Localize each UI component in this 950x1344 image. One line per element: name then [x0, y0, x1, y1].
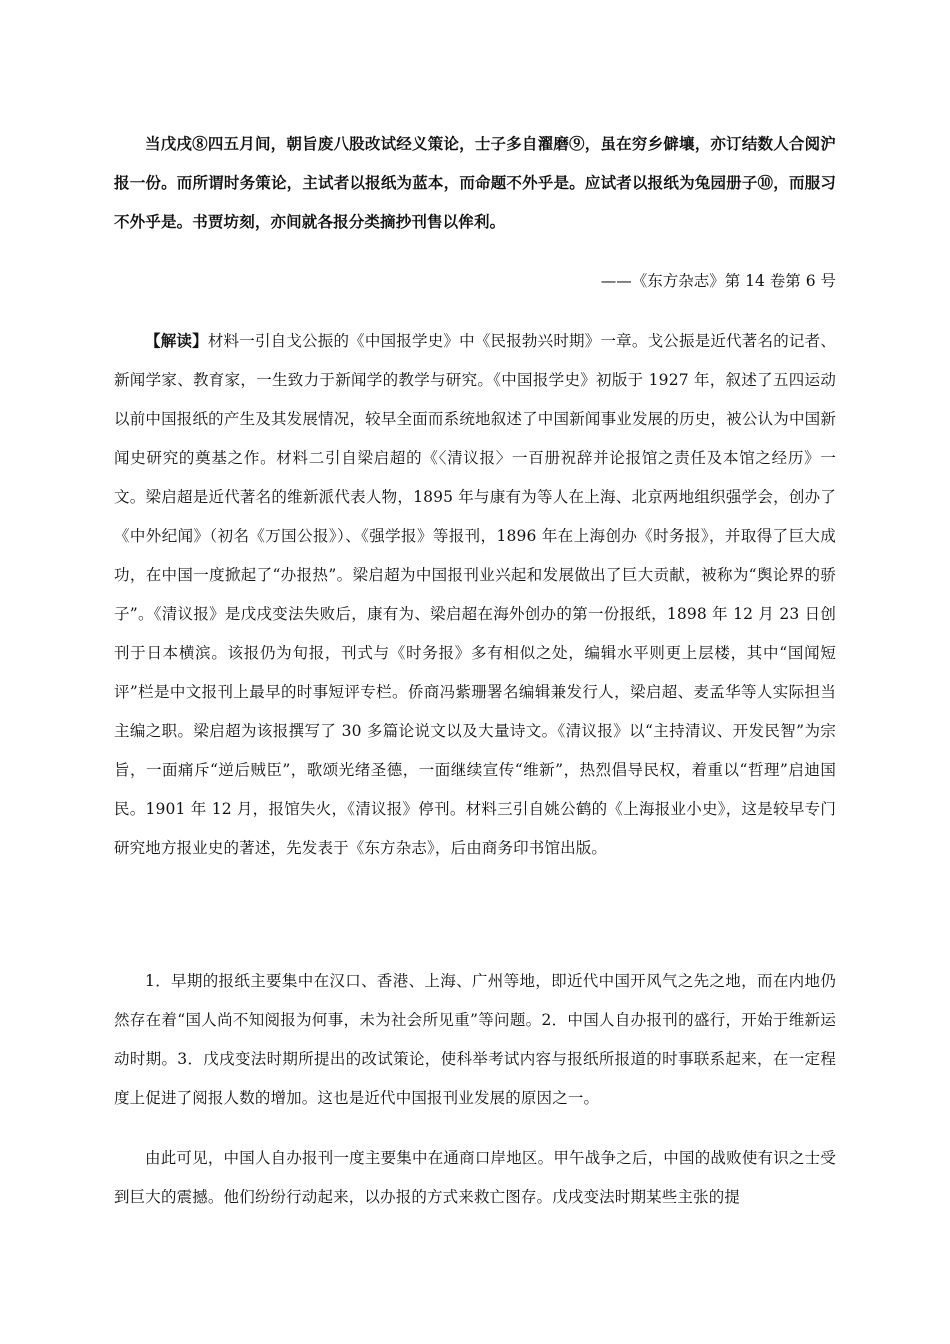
- interpretation-paragraph: [114, 321, 836, 868]
- interpretation-label: 【解读】: [145, 331, 208, 350]
- quote-source: ——《东方杂志》第 14 卷第 6 号: [600, 272, 836, 290]
- interpretation-text: 材料一引自戈公振的《中国报学史》中《民报勃兴时期》一章。戈公振是近代著名的记者、新闻学家、教育家，一生致力于新闻学的教学与研究。《中国报学史》初版于 1927 年，叙述了五四运动以前中国报纸的产生及其发展情况，较早全面而系统地叙述了中国新闻事业发展的历史，被公认为中国新闻史研究的奠基之作。材料二引自梁启超的《〈清议报〉一百册祝辞并论报馆之责任及本馆之经历》一文。梁启超是近代著名的维新派代表人物，1895 年与康有为等人在上海、北京两地组织强学会，创办了《中外纪闻》（初名《万国公报》）、《强学报》等报刊，1896 年在上海创办《时务报》，并取得了巨大成功，在中国一度掀起了“办报热”。梁启超为中国报刊业兴起和发展做出了巨大贡献，被称为“舆论界的骄子”。《清议报》是戊戌变法失败后，康有为、梁启超在海外创办的第一份报纸，1898 年 12 月 23 日创刊于日本横滨。该报仍为旬报，刊式与《时务报》多有相似之处，编辑水平则更上层楼，其中“国闻短评”栏是中文报刊上最早的时事短评专栏。侨商冯紫珊署名编辑兼发行人，梁启超、麦孟华等人实际担当主编之职。梁启超为该报撰写了 30 多篇论说文以及大量诗文。《清议报》以“主持清议、开发民智”为宗旨，一面痛斥“逆后贼臣”，歌颂光绪圣德，一面继续宣传“维新”，热烈倡导民权，着重以“哲理”启迪国民。1901 年 12 月，报馆失火，《清议报》停刊。材料三引自姚公鹤的《上海报业小史》，这是较早专门研究地方报业史的著述，先发表于《东方杂志》，后由商务印书馆出版。: [114, 332, 836, 857]
- key-points-paragraph: 1．早期的报纸主要集中在汉口、香港、上海、广州等地，即近代中国开风气之先之地，而在内地仍然存在着“国人尚不知阅报为何事，未为社会所见重”等问题。2．中国人自办报刊的盛行，开始于维新运动时期。3．戊戌变法时期所提出的改试策论，使科举考试内容与报纸所报道的时事联系起来，在一定程度上促进了阅报人数的增加。这也是近代中国报刊业发展的原因之一。: [114, 972, 836, 1107]
- summary-paragraph: 由此可见，中国人自办报刊一度主要集中在通商口岸地区。甲午战争之后，中国的战败使有识之士受到巨大的震撼。他们纷纷行动起来，以办报的方式来救亡图存。戊戌变法时期某些主张的提: [114, 1149, 836, 1206]
- quoted-material: 当戊戌⑧四五月间，朝旨废八股改试经义策论，士子多自濯磨⑨，虽在穷乡僻壤，亦订结数人合阅沪报一份。而所谓时务策论，主试者以报纸为蓝本，而命题不外乎是。应试者以报纸为兔园册子⑩，而服习不外乎是。书贾坊刻，亦间就各报分类摘抄刊售以侔利。: [114, 134, 836, 231]
